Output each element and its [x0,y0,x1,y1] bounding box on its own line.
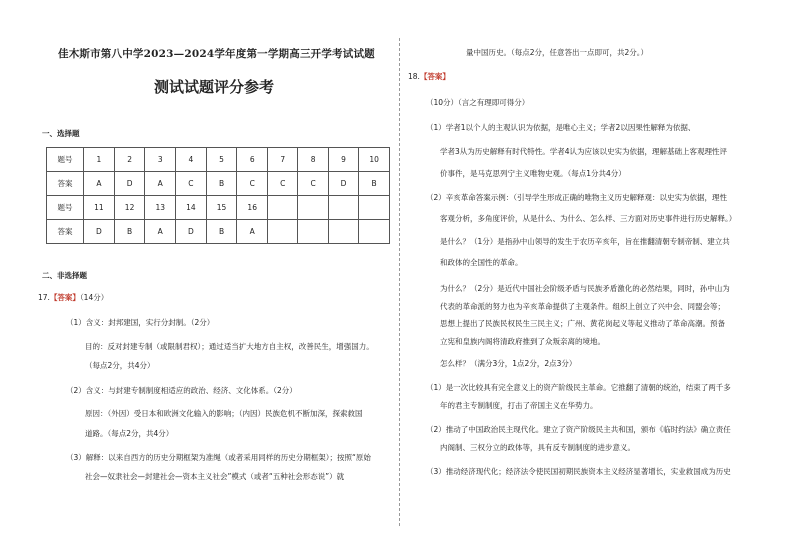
table-cell: 16 [237,196,268,220]
table-cell: 题号 [47,148,84,172]
q18-line: 客观分析，多角度评价，从是什么、为什么、怎么样、三方面对历史事件进行历史解释。） [440,214,737,223]
q18-line: 内阁制、三权分立的政体等，具有反专制制度的进步意义。 [440,443,635,452]
table-cell: B [206,220,237,244]
table-cell: C [268,172,298,196]
table-cell [298,220,328,244]
table-cell [268,220,298,244]
table-cell: D [84,220,115,244]
answer-tag: 【答案】 [419,72,450,81]
q18-line: （1）是一次比较具有完全意义上的资产阶级民主革命。它推翻了清朝的统治，结束了两千多 [426,383,731,392]
q17-line: 道路。（每点2分，共4分） [85,429,174,438]
right-column [408,0,772,560]
table-cell: D [328,172,358,196]
q17-line: （每点2分，共4分） [85,361,155,370]
table-cell: C [237,172,268,196]
table-cell: 3 [145,148,176,172]
q18-line: 和政体的全国性的革命。 [440,258,523,267]
table-cell: 题号 [47,196,84,220]
table-cell: 1 [84,148,115,172]
table-cell: 8 [298,148,328,172]
table-cell: C [298,172,328,196]
question-number: 17. [38,293,50,302]
table-cell [359,220,390,244]
table-cell: B [114,220,145,244]
answer-tag: 【答案】 [49,293,80,302]
table-cell [298,196,328,220]
column-divider [399,38,400,526]
table-cell: C [176,172,207,196]
question-18-header [408,71,450,82]
table-cell [268,196,298,220]
q18-line: （10分）（言之有理即可得分） [426,98,530,107]
q18-line: 怎么样？（满分3分，1点2分，2点3分） [440,359,577,368]
q18-line: 是什么？（1分）是指孙中山领导的发生于农历辛亥年，旨在推翻清朝专制帝制、建立共 [440,237,730,246]
q17-line: （1）含义：封邦建国，实行分封制。（2分） [66,318,215,327]
table-cell: 14 [176,196,207,220]
table-cell [328,220,358,244]
answer-table [46,147,390,244]
table-cell: 答案 [47,220,84,244]
table-cell: D [176,220,207,244]
q18-line: 思想上提出了民族民权民生三民主义；广州、黄花岗起义等起义推动了革命高潮。预备 [440,319,725,328]
table-row [47,220,390,244]
q17-line: （2）含义：与封建专制制度相适应的政治、经济、文化体系。（2分） [66,386,297,395]
q17-line: 社会—奴隶社会—封建社会—资本主义社会”模式（或者“五种社会形态说”）就 [85,472,345,481]
q17-line: 原因：（外因）受日本和欧洲文化输入的影响；（内因）民族危机不断加深，探索救国 [85,409,363,418]
table-cell: 5 [206,148,237,172]
table-row [47,148,390,172]
q18-line: 价事件，是马克思列宁主义唯物史观。（每点1分共4分） [440,169,626,178]
table-cell: 15 [206,196,237,220]
q18-line: （1）学者1以个人的主观认识为依据，是唯心主义；学者2以因果性解释为依据、 [426,123,696,132]
table-cell: A [84,172,115,196]
table-cell: 12 [114,196,145,220]
question-17-header [38,292,108,303]
table-cell: 11 [84,196,115,220]
table-cell [328,196,358,220]
q18-line: 学者3从为历史解释有时代特性。学者4认为应该以史实为依据，理解基础上客观理性评 [440,147,728,156]
question-score: （14分） [79,293,109,302]
section-heading-nonchoice: 二、非选择题 [42,271,87,280]
table-cell: 13 [145,196,176,220]
table-cell: 2 [114,148,145,172]
q18-line: 立宪和皇族内阁将清政府推到了众叛亲离的境地。 [440,337,605,346]
q17-line: 目的：反对封建专制（或限制君权）；通过适当扩大地方自主权，改善民生，增强国力。 [85,342,374,351]
table-row [47,196,390,220]
document-title: 佳木斯市第八中学2023—2024学年度第一学期高三开学考试试题 [58,48,375,60]
table-cell: B [359,172,390,196]
q18-line: 年的君主专制制度，打击了帝国主义在华势力。 [440,401,598,410]
q18-line: （3）推动经济现代化；经济法令使民国初期民族资本主义经济显著增长，实业救国成为历史 [426,467,731,476]
question-number: 18. [408,72,420,81]
table-cell: 4 [176,148,207,172]
q18-line: 为什么？（2分）是近代中国社会阶级矛盾与民族矛盾激化的必然结果，同时，孙中山为 [440,284,730,293]
table-cell: D [114,172,145,196]
document-subtitle: 测试试题评分参考 [153,78,274,96]
section-heading-choice: 一、选择题 [42,129,80,138]
table-cell: A [237,220,268,244]
table-cell: A [145,220,176,244]
table-cell [359,196,390,220]
q18-line: 代表的革命派的努力也为辛亥革命提供了主观条件。组织上创立了兴中会、同盟会等； [440,302,725,311]
table-cell: 7 [268,148,298,172]
table-cell: 6 [237,148,268,172]
table-cell: 10 [359,148,390,172]
table-row [47,172,390,196]
left-column [38,0,390,560]
q18-line: （2）推动了中国政治民主现代化。建立了资产阶级民主共和国，颁布《临时约法》确立责任 [426,425,731,434]
table-cell: 答案 [47,172,84,196]
q17-continuation: 量中国历史。（每点2分，任意答出一点即可，共2分。） [466,48,649,57]
table-cell: B [206,172,237,196]
table-cell: A [145,172,176,196]
q18-line: （2）辛亥革命答案示例：（引导学生形成正确的唯物主义历史解释观：以史实为依据，理性 [426,193,728,202]
q17-line: （3）解释：以来自西方的历史分期框架为准绳（或者采用同样的历史分期框架）；按照“原始 [66,453,371,462]
table-cell: 9 [328,148,358,172]
